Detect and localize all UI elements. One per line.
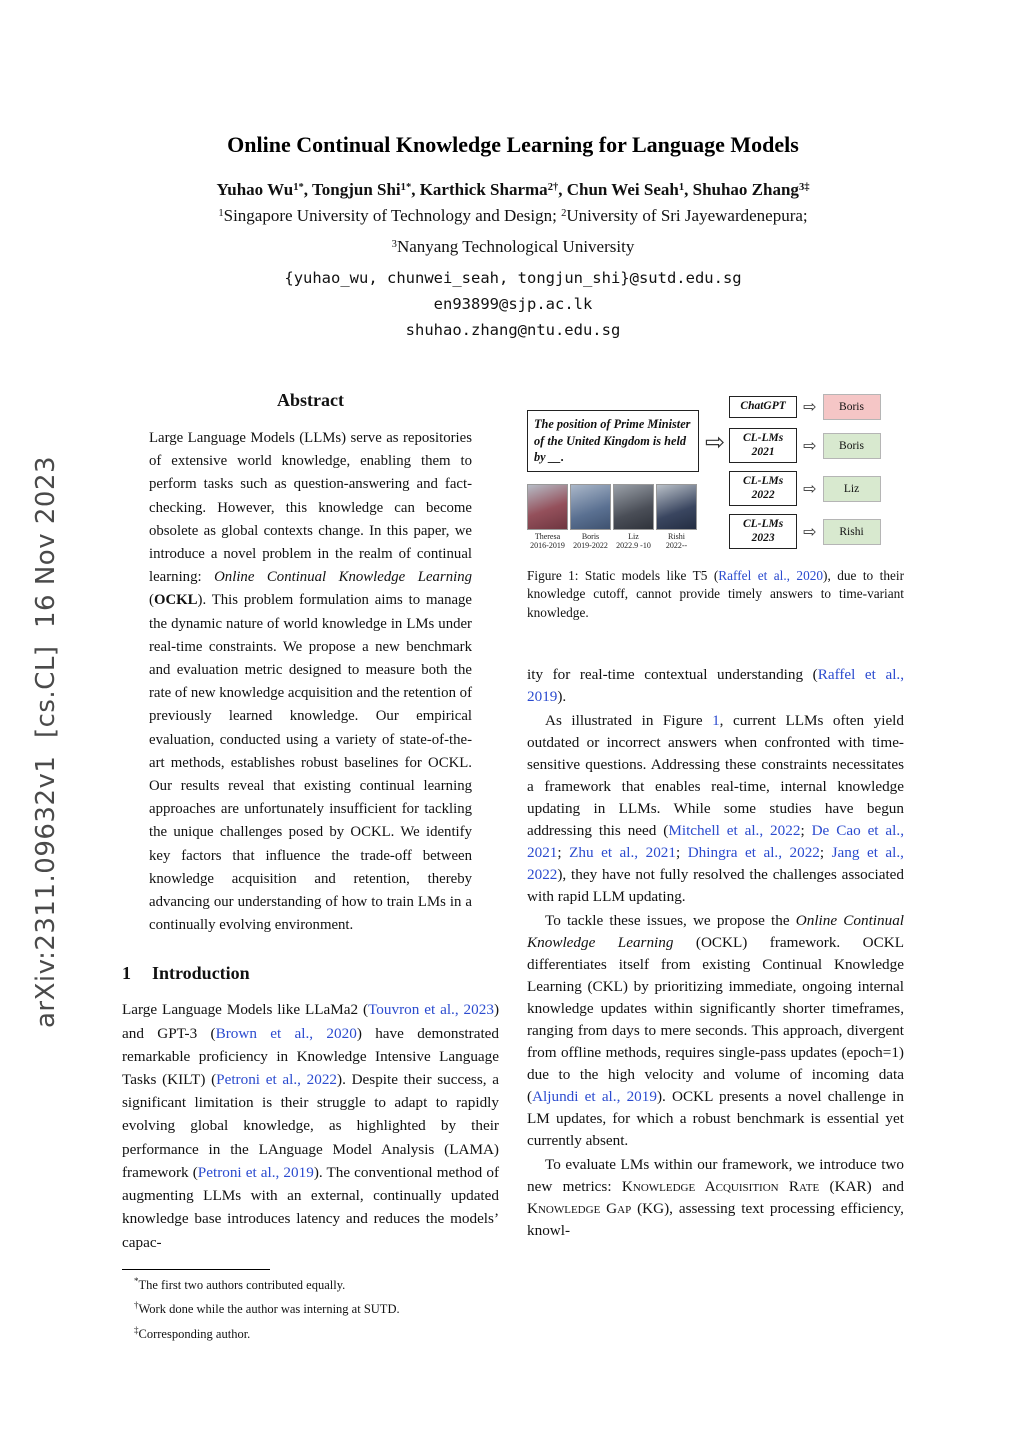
text-segment: OCKL [153, 592, 198, 609]
paper-content [122, 0, 904, 1344]
arrow-right-icon: ⇨ [803, 523, 817, 541]
text-segment: University of Sri Jayewardenepura; [566, 206, 808, 225]
right-column [527, 386, 904, 1344]
citation-link[interactable]: 1 [712, 712, 720, 729]
text-segment: (KAR) and [819, 1178, 904, 1195]
arrow-right-icon: ⇨ [705, 430, 726, 456]
answer-text: Liz [843, 482, 860, 495]
text-segment: 1 [678, 181, 685, 193]
text-segment: ) have demonstrated remarkable proficiency in Knowledge Intensive Language Tasks (KILT) ( [122, 1024, 500, 1089]
model-year: 2021 [751, 445, 775, 458]
footnote-symbol: * [134, 1275, 139, 1286]
text-segment: 2 [561, 207, 567, 219]
model-year: 2022 [751, 488, 775, 501]
text-segment: 1* [293, 181, 304, 193]
citation-link[interactable]: Raffel et al., 2019 [527, 666, 905, 705]
answer-box-correct [823, 476, 881, 502]
text-segment: ity for real-time contextual understanding ( [527, 666, 818, 683]
citation-link[interactable]: Zhu et al., 2021 [569, 844, 676, 861]
text-segment: As illustrated in Figure [545, 712, 713, 729]
text-segment: , Karthick Sharma [411, 180, 548, 199]
paragraph [527, 1154, 904, 1242]
text-segment: Online Continual Knowledge Learning [214, 569, 473, 586]
photo-theresa [527, 484, 568, 530]
paragraph [527, 664, 904, 708]
model-label: CL-LMs [742, 432, 784, 444]
text-segment: ). [557, 688, 567, 705]
footnote-interning [122, 1297, 499, 1319]
text-segment: ). The conventional method of augmenting LLMs with an external, continually updated knowledge base introduces latency and reduces the models’ capac- [122, 1163, 500, 1251]
arrow-right-icon: ⇨ [803, 399, 817, 416]
model-box-chatgpt [729, 396, 797, 418]
citation-link[interactable]: Dhingra et al., 2022 [687, 844, 820, 861]
pm-photos-row [527, 484, 699, 551]
photo-years: 2016-2019 [530, 541, 565, 550]
email-line-3: shuhao.zhang@ntu.edu.sg [405, 321, 621, 339]
photo-cell-liz [613, 484, 654, 551]
figure-1 [527, 394, 904, 551]
answer-box-correct [823, 433, 881, 459]
text-segment: , Tongjun Shi [303, 180, 401, 199]
text-segment: Yuhao Wu [216, 180, 294, 199]
model-row-cllm-2021 [729, 428, 880, 463]
model-box-cllm-2021 [729, 428, 797, 463]
text-segment: ; [800, 822, 812, 839]
text-segment: , Chun Wei Seah [558, 180, 679, 199]
paper-title: Online Continual Knowledge Learning for Language Models [227, 132, 799, 157]
answer-box-wrong [823, 394, 881, 420]
figure-prompt-group [527, 410, 699, 551]
model-year: 2023 [751, 531, 775, 544]
answer-text: Boris [839, 401, 864, 413]
citation-link[interactable]: Petroni et al., 2022 [216, 1071, 338, 1089]
footnote-symbol: † [134, 1300, 139, 1311]
model-label: CL-LMs [742, 475, 784, 487]
affiliation-line-2 [122, 235, 904, 262]
text-segment: 3‡ [798, 181, 810, 193]
footnote-divider [122, 1269, 270, 1270]
left-column [122, 386, 499, 1344]
citation-link[interactable]: Touvron et al., 2023 [368, 1001, 494, 1019]
text-segment: Knowledge Acquisition Rate [621, 1178, 820, 1195]
paragraph [527, 910, 904, 1152]
photo-years: 2022-- [665, 541, 688, 550]
section-number: 1 [122, 963, 131, 984]
citation-link[interactable]: Mitchell et al., 2022 [668, 822, 801, 839]
affiliation-line-1 [122, 204, 904, 231]
footnote-text: Corresponding author. [138, 1327, 251, 1342]
citation-link[interactable]: Jang et al., 2022 [527, 844, 904, 883]
paragraph [527, 710, 904, 908]
footnote-text: Work done while the author was interning at SUTD. [138, 1302, 400, 1317]
photo-boris [570, 484, 611, 530]
text-segment: ; [557, 844, 570, 861]
text-segment: 1 [218, 207, 224, 219]
citation-link[interactable]: De Cao et al., 2021 [527, 822, 904, 861]
photo-label [527, 532, 568, 551]
photo-label [613, 532, 654, 551]
text-segment: 1* [400, 181, 412, 193]
model-row-cllm-2022 [729, 471, 880, 506]
abstract-heading: Abstract [277, 390, 344, 410]
arrow-right-icon: ⇨ [803, 480, 817, 498]
text-segment: Online Continual Knowledge Learning [527, 912, 905, 951]
text-segment: ) and GPT-3 ( [122, 1001, 499, 1042]
author-line [122, 180, 904, 200]
text-segment: Singapore University of Technology and Design; [223, 206, 562, 225]
text-segment: ; [675, 844, 688, 861]
text-segment: ; [819, 844, 832, 861]
text-segment: , current LLMs often yield outdated or incorrect answers when confronted with time-sensitive questions. Addressing these constraints necessitates a framework that enables real-time, internal knowledge updating in LLMs. While some studies have begun addressing this need ( [527, 712, 904, 839]
text-segment: Knowledge Gap [527, 1200, 632, 1217]
text-segment: ( [149, 592, 154, 609]
text-segment: To evaluate LMs within our framework, we introduce two new metrics: [527, 1156, 904, 1195]
text-segment: ), they have not fully resolved the challenges associated with rapid LLM updating. [527, 866, 904, 905]
text-segment: Large Language Models (LLMs) serve as repositories of extensive world knowledge, enabling them to perform tasks such as question-answering and fact-checking. However, this knowledge can become obsolete as global contexts change. In this paper, we introduce a novel problem in the realm of continual learning: [149, 430, 472, 586]
text-segment: ), due to their knowledge cutoff, cannot provide timely answers to time-variant knowledge. [527, 567, 904, 620]
text-segment: 2† [547, 181, 559, 193]
citation-link[interactable]: Petroni et al., 2019 [197, 1163, 314, 1181]
footnote-text: The first two authors contributed equally. [138, 1277, 346, 1292]
model-box-cllm-2023 [729, 514, 797, 549]
answer-box-correct [823, 519, 881, 545]
citation-link[interactable]: Raffel et al., 2020 [718, 567, 824, 583]
model-label: CL-LMs [742, 518, 784, 530]
photo-name: Liz [628, 531, 639, 541]
photo-name: Boris [581, 531, 600, 541]
photo-rishi [656, 484, 697, 530]
footnote-equal-contribution [122, 1273, 499, 1295]
email-line-2: en93899@sjp.ac.lk [433, 295, 593, 313]
photo-cell-boris [570, 484, 611, 551]
photo-label [656, 532, 697, 551]
text-segment: ). OCKL presents a novel challenge in LM updates, for which a robust benchmark is essential yet currently absent. [527, 1088, 904, 1149]
answer-text: Boris [839, 439, 864, 452]
abstract-text [149, 427, 472, 937]
model-box-cllm-2022 [729, 471, 797, 506]
text-segment: 3 [391, 238, 397, 250]
citation-link[interactable]: Aljundi et al., 2019 [532, 1088, 657, 1105]
text-segment: (KG), assessing text processing efficiency, knowl- [527, 1200, 904, 1239]
photo-liz [613, 484, 654, 530]
email-line-1: {yuhao_wu, chunwei_seah, tongjun_shi}@sutd.edu.sg [284, 269, 742, 287]
text-segment: ). Despite their success, a significant limitation is their struggle to adapt to rapidly evolving global knowledge, as highlighted by their performance in the LAnguage Model Analysis (LAMA) framework ( [122, 1071, 499, 1181]
photo-cell-theresa [527, 484, 568, 551]
photo-label [570, 532, 611, 551]
arxiv-watermark: arXiv:2311.09632v1 [cs.CL] 16 Nov 2023 [31, 455, 61, 1029]
model-label: ChatGPT [740, 400, 786, 413]
model-stack [729, 394, 880, 551]
footnote-corresponding [122, 1322, 499, 1344]
photo-years: 2022.9 -10 [616, 541, 651, 550]
figure-caption [527, 567, 904, 623]
text-segment: (OCKL) framework. OCKL differentiates itself from existing Continual Knowledge Learning (CKL) by prioritizing immediate, ongoing internal knowledge updates within significantly shorter timeframes, ranging from days to mere seconds. This approach, divergent from offline methods, requires single-pass updates (epoch=1) due to the high velocity and volume of incoming data ( [527, 934, 904, 1105]
two-column-layout [122, 386, 904, 1344]
citation-link[interactable]: Brown et al., 2020 [215, 1024, 357, 1042]
section-title: Introduction [152, 963, 250, 984]
photo-name: Theresa [534, 531, 561, 541]
text-segment: ). This problem formulation aims to manage the dynamic nature of world knowledge in LMs under real-time constraints. We propose a new benchmark and evaluation metric designed to measure both the rate of new knowledge acquisition and the retention of previously learned knowledge. Our empirical evaluation, conducted using a variety of state-of-the-art methods, establishes robust baselines for OCKL. Our results reveal that existing continual learning approaches are unfortunately insufficient for tackling the unique challenges posed by OCKL. We identify key factors that influence the trade-off between knowledge acquisition and retention, thereby advancing our understanding of how to train LMs in a continually evolving environment. [149, 592, 472, 934]
arrow-right-icon: ⇨ [803, 437, 817, 455]
text-segment: Figure 1: Static models like T5 ( [527, 567, 719, 583]
text-segment: , Shuhao Zhang [684, 180, 799, 199]
photo-name: Rishi [668, 531, 685, 541]
text-segment: Large Language Models like LLaMa2 ( [122, 1001, 369, 1019]
section-heading-introduction [122, 963, 499, 984]
footnote-symbol: ‡ [134, 1325, 139, 1336]
introduction-paragraph [122, 998, 499, 1253]
text-segment: Nanyang Technological University [396, 237, 635, 256]
text-segment: To tackle these issues, we propose the [545, 912, 796, 929]
model-row-chatgpt [729, 394, 880, 420]
answer-text: Rishi [839, 525, 864, 538]
prompt-box: The position of Prime Minister of the United Kingdom is held by __. [527, 410, 699, 472]
model-row-cllm-2023 [729, 514, 880, 549]
photo-years: 2019-2022 [573, 541, 608, 550]
photo-cell-rishi [656, 484, 697, 551]
